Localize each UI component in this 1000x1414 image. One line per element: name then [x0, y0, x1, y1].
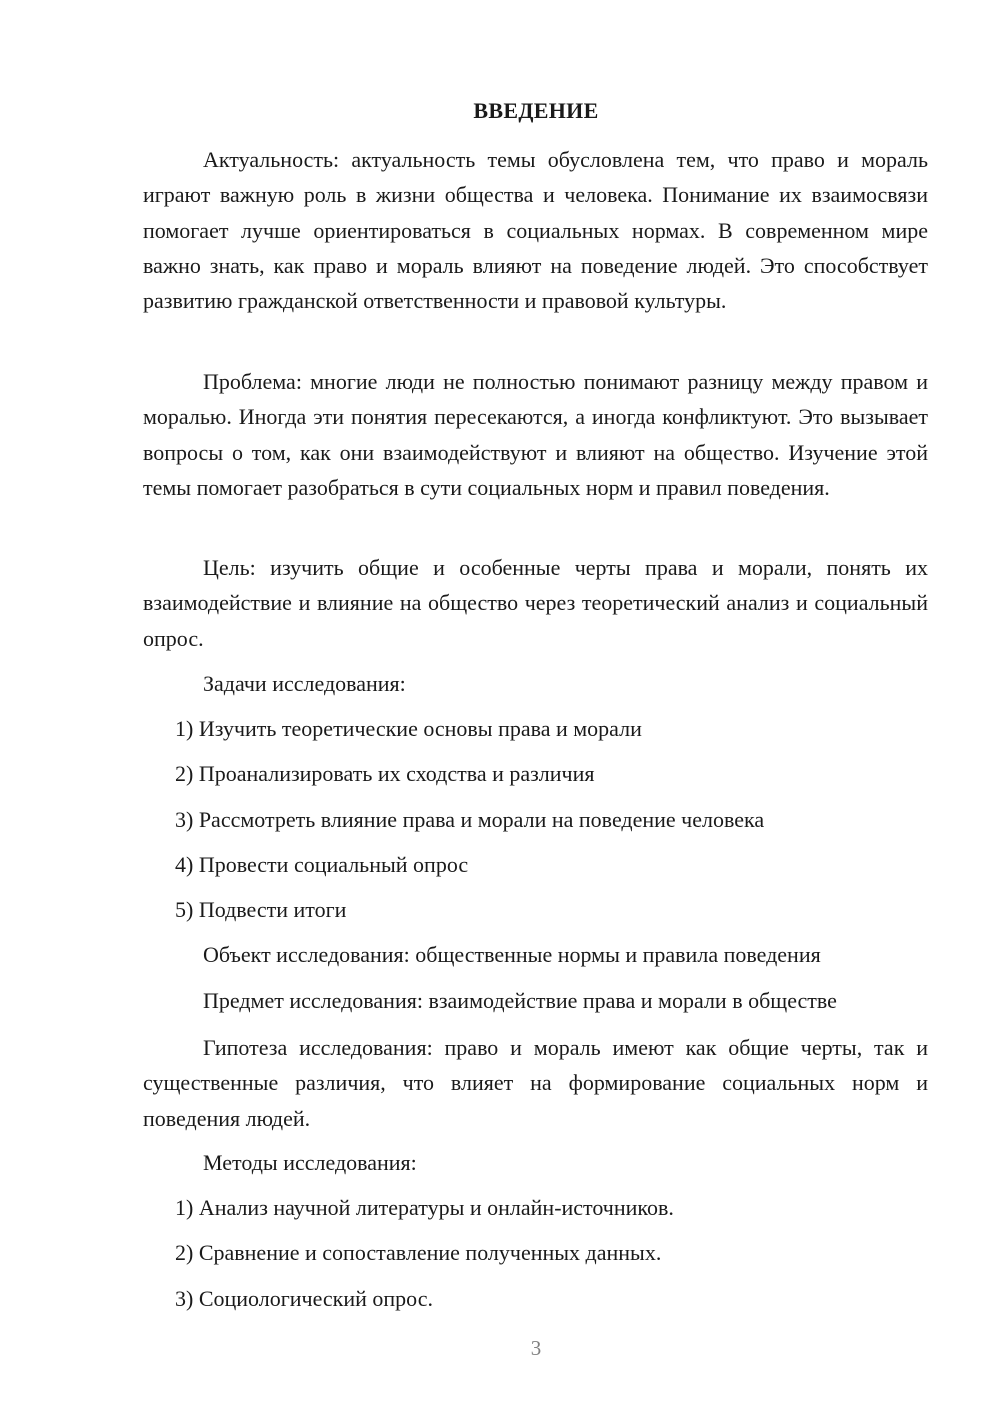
- tasks-heading: Задачи исследования:: [203, 671, 406, 696]
- paragraph-hypothesis: Гипотеза исследования: право и мораль имеют как общие черты, так и существенные различия, что влияет на формирование социальных норм и поведения людей.: [143, 1035, 928, 1131]
- section-title: ВВЕДЕНИЕ: [473, 98, 599, 123]
- paragraph-problem: Проблема: многие люди не полностью понимают разницу между правом и моралью. Иногда эти понятия пересекаются, а иногда конфликтуют. Это вызывает вопросы о том, как они взаимодействуют и влияют на общество. Изучение этой темы помогает разобраться в сути социальных норм и правил поведения.: [143, 369, 928, 500]
- methods-heading: Методы исследования:: [203, 1150, 417, 1175]
- task-item: 3) Рассмотреть влияние права и морали на поведение человека: [175, 807, 765, 832]
- method-item: 1) Анализ научной литературы и онлайн-источников.: [175, 1195, 674, 1220]
- task-item: 4) Провести социальный опрос: [175, 852, 469, 877]
- paragraph-goal: Цель: изучить общие и особенные черты права и морали, понять их взаимодействие и влияние на общество через теоретический анализ и социальный опрос.: [143, 555, 928, 651]
- task-item: 1) Изучить теоретические основы права и морали: [175, 716, 642, 741]
- method-item: 2) Сравнение и сопоставление полученных данных.: [175, 1240, 662, 1265]
- task-item: 2) Проанализировать их сходства и различия: [175, 761, 595, 786]
- research-subject: Предмет исследования: взаимодействие права и морали в обществе: [203, 988, 837, 1013]
- paragraph-relevance: Актуальность: актуальность темы обусловлена тем, что право и мораль играют важную роль в жизни общества и человека. Понимание их взаимосвязи помогает лучше ориентироваться в социальных нормах. В современном мире важно знать, как право и мораль влияют на поведение людей. Это способствует развитию гражданской ответственности и правовой культуры.: [143, 147, 928, 314]
- page-number: 3: [530, 1336, 542, 1360]
- research-object: Объект исследования: общественные нормы и правила поведения: [203, 942, 821, 967]
- task-item: 5) Подвести итоги: [175, 897, 347, 922]
- method-item: 3) Социологический опрос.: [175, 1286, 433, 1311]
